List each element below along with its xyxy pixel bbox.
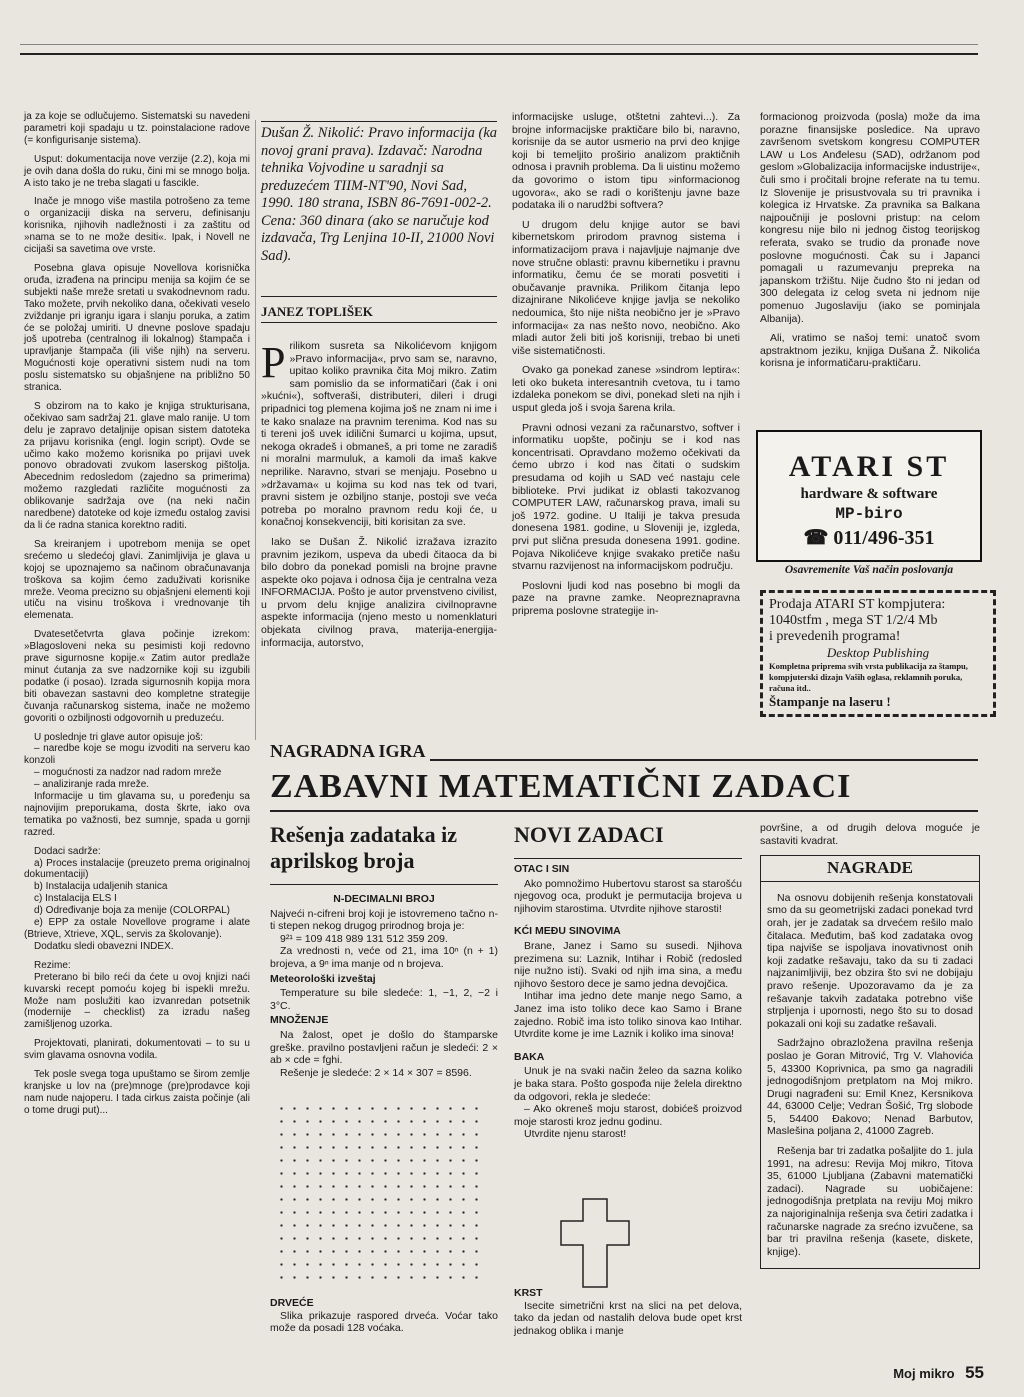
list-item: – mogućnosti za nadzor nad radom mreže — [34, 767, 222, 779]
ad-phone-number: 011/496-351 — [833, 527, 935, 549]
ad-line: Štampanje na laseru ! — [769, 694, 891, 709]
paragraph: Poslovni ljudi kod nas posebno bi mogli da paze na pravne zamke. Neopreznapravna priprema poslovne strategije in- — [512, 579, 740, 617]
book-info: Dušan Ž. Nikolić: Pravo informacija (ka novoj grani prava). Izdavač: Narodna tehnika Vojvodine u saradnji sa preduzećem TIIM-NT'90, Novi Sad, 1990. 180 strana, ISBN 86-7691-002-2. Cena: 360 dinara (ako se naručuje kod izdavača, Trg Lenjina 10-II, 21000 Novi Sad). — [261, 125, 498, 264]
list-item: b) Instalacija udaljenih stanica — [34, 881, 168, 893]
ad-phone — [758, 525, 980, 550]
ad-line: Kompletna priprema svih vrsta publikacija za štampu, kompjuterski dizajn Vaših oglasa, reklamnih poruka, računa itd.. — [769, 661, 968, 693]
subheading: KRST — [514, 1287, 543, 1299]
section-title-rule — [270, 810, 978, 812]
paragraph: U poslednje tri glave autor opisuje još: — [34, 731, 203, 743]
byline: JANEZ TOPLIŠEK — [261, 304, 373, 319]
atari-ad — [756, 430, 982, 562]
paragraph: Na žalost, opet je došlo do štamparske greške. pravilno postavljeni račun je sledeći: 2 × ab × cde = fghi. — [270, 1028, 498, 1067]
column-divider — [255, 120, 256, 740]
solutions-column-bottom — [270, 1297, 498, 1335]
paragraph: Brane, Janez i Samo su susedi. Njihova prezimena su: Laznik, Intihar i Robič (redosled nije nužno isti). Svaki od njih ima sina, a među njihovo šestoro dece je samo jedna devojčica. — [514, 939, 742, 990]
subheading: MNOŽENJE — [270, 1014, 329, 1027]
paragraph: U drugom delu knjige autor se bavi kibernetskom prirodom pravnog sistema i informatizacijom prava i najavljuje najmanje dve nove stručne oblasti: pravnu kibernetiku i pravnu informatiku, čemu će se morati posvetiti i obučavanje pravnika. Prilikom čitanja lepo dizajnirane Nikolićeve knjige javlja se nekoliko nedoumica, što nije ništa neobično jer je »Pravo informacija« za nas nešto novo, neobično. Ako mladi autor želi biti još korisniji, trebao bi uneti više sistematičnosti. — [512, 218, 740, 357]
book-rule-top — [261, 121, 497, 122]
paragraph: formacionog proizvoda (posla) može da ima porazne finansijske posledice. Na upravo završenom svetskom kongresu COMPUTER LAW u Los Anđelesu (SAD), održanom pod geslom »Globalizacija informacijske industrije«, čuli smo i pročitali brojne referate na tu temu. Iz Slovenije je prisustvovala su tri pravnika i kolegica iz Hrvatske. Za pravnika sa Balkana najpoučniji je poslovni pristup: na celom kongresu nije bilo ni jednog čistog teorijskog referata, svako se trudio da pronađe nove poslovne mogućnosti. Čak su i Japanci pomagali u razumevanju prepreka na japanskom tržištu. Nije čudno što ni jedan od 300 delegata iz celog sveta ni jednom nije pomenuo Jugoslaviju (iako se pominjala Albanija). — [760, 111, 981, 325]
paragraph: Projektovati, planirati, dokumentovati – to su u svim glavama osnovna vodila. — [24, 1038, 250, 1062]
ad-line: Desktop Publishing — [826, 645, 930, 660]
subheading: KĆI MEĐU SINOVIMA — [514, 925, 621, 938]
section-label-rule — [430, 759, 978, 761]
cross-figure — [560, 1198, 630, 1288]
article-column-4 — [760, 111, 980, 377]
paragraph: Dvatesetčetvrta glava počinje izrekom: »Blagosloveni neka su pesimisti koji redovno prave sigurnosne kopije.« Zatim autor predlaže minut ćutanja za sve nadzornike koji su izgubili podatke (i posao). Izrada sigurnosnih kopija mora biti obavezan sastavni deo kompletne strategije čuvanja računarskog sistema, inače ne možemo govoriti o ozbiljnosti odgovornih u preduzeću. — [24, 629, 250, 724]
ad-line: 1040stfm , mega ST 1/2/4 Mb — [769, 613, 938, 628]
paragraph: Informacije u tim glavama su, u poređenju sa najnovijim preporukama, dosta škrte, iako ova tematika po važnosti, bez sumnje, spada u gornji razred. — [24, 791, 250, 838]
prizes-column — [760, 822, 980, 1269]
list-item: d) Određivanje boja za menije (COLORPAL) — [34, 905, 231, 917]
subheading: OTAC I SIN — [514, 863, 570, 875]
ad-line: Prodaja ATARI ST kompjutera: — [769, 597, 946, 612]
subheading: Meteorološki izveštaj — [270, 972, 376, 985]
paragraph: Iako se Dušan Ž. Nikolić izražava izrazito pravnim jezikom, uspeva da ubedi čitaoca da bi bilo dobro da ponekad pomisli na brojne pravne aspekte oko pojava i odnosa čija je centralna veza INFORMACIJA. Pošto je autor prvenstveno civilist, u prvom delu knjige analizira civilnopravne aspekte informacija (njeno mesto u nomenklaturi objekata civilnog prava, materija-energija-informacija, autorstvo, — [261, 535, 497, 649]
paragraph: Temperature su bile sledeće: 1, −1, 2, −2 i 3°C. — [270, 987, 498, 1012]
paragraph: Slika prikazuje raspored drveća. Voćar tako može da posadi 128 voćaka. — [270, 1309, 498, 1335]
paragraph: Pravni odnosi vezani za računarstvo, softver i informatiku uopšte, počinju se i kod nas koncentrisati. Opravdano možemo očekivati da ćemo ubrzo i kod nas čitati o sudskim presudama od kojih u SAD već nastaju cele biblioteke. Prvi judikat iz oblasti takozvanog COMPUTER LAW, računarskog prava, imali su još 1972. godine. U Italiji je takva presuda donesena 1981. godine, u Sloveniji je, izgleda, prvi put slična presuda donesena 1991. godine. Pojava Nikolićeve knjige svakako pretiče našu stvarnu razvijenost na informacijskom području. — [512, 421, 740, 573]
subheading: DRVEĆE — [270, 1297, 314, 1309]
paragraph: Preterano bi bilo reći da ćete u ovoj knjizi naći kuvarski recept pomoću kojeg bi ispekli mrežu. Može nam poslužiti kao izvanredan potsetnik (modernije – checklist) za izradu našeg zamišljenog uzorka. — [24, 971, 250, 1031]
paragraph: Ali, vratimo se našoj temi: unatoč svom apstraktnom jeziku, knjiga Dušana Ž. Nikolića korisna je informatičaru-praktičaru. — [760, 332, 980, 370]
paragraph: ja za koje se odlučujemo. Sistematski su navedeni parametri koji spadaju u tz. poinstalacione radove (= konfigurisanje sistema). — [24, 111, 250, 146]
paragraph: Posebna glava opisuje Novellova korisnička oruđa, izrađena na principu menija sa kojim će se subjekti naše mreže sretati u svakodnevnom radu. Tako možete, prvih nekoliko dana, očekivati veselo zviždanje pri igranju igara i slanju poruka, a zatim će se položaj umiriti. U dnevne poslove spadaju još upotreba (centralnog ili lokalnog) štampača i upravljanje štampača (ili više njih) na serveru. Mogućnosti koje operativni sistem nudi na tom poslu sistematsko su objašnjene na približno 50 stranica. — [24, 262, 250, 394]
paragraph: Dodaci sadrže: — [34, 845, 101, 857]
paragraph: S obzirom na to kako je knjiga strukturisana, očekivao sam sadržaj 21. glave malo ranije. U tom delu je zapravo detaljnije opisan sistem datoteka za prijavu korisnika (engl. login script). Ovde se učimo kako možemo korisnika po prijavi uvek ponovo obradovati zvukom laserskog pištolja. Abecednim redosledom (zajedno sa primerima) možemo razgledati različite mogućnosti za oblikovanje sadržaja ove (na neki način naredbene) datoteke od koje između ostalog zavisi da li će radna stanica korektno raditi. — [24, 400, 250, 531]
solutions-column — [270, 822, 498, 1079]
ad-subtitle: hardware & software — [800, 486, 938, 502]
paragraph: Na osnovu dobijenih rešenja konstatovali smo da su geometrijski zadaci ponekad tvrd orah, jer je zadatak sa drvećem rešilo malo čitalaca. Međutim, baš kod zadataka ovog tipa najviše se ispoljava inovativnost onih koji zadatke rešavaju, tako da su ti zadaci najzanimljiviji, bez obzira što svi ne dobijaju pravo rešenje. Upozoravamo da je za rešavanje takvih zadataka potrebno više strpljenja i upornosti, nego što su to dosad pokazali oni koji su zadatke rešavali. — [767, 891, 973, 1030]
top-rule — [20, 53, 978, 55]
list-item: e) EPP za ostale Novellove programe i alate (Btrieve, Xtrieve, XQL, servis za školovanje). — [24, 917, 250, 940]
footer — [893, 1363, 984, 1383]
ad-company: MP-biro — [835, 505, 903, 523]
new-tasks-column — [514, 822, 742, 1141]
list-item: a) Proces instalacije (preuzeto prema originalnoj dokumentaciji) — [24, 857, 250, 881]
paragraph: Sa kreiranjem i upotrebom menija se opet srećemo u sledećoj glavi. Zanimljivija je glava u kojoj se upoznajemo sa načinom obračunavanja troškova sa kojim ćemo zaduživati korisnike mreže. Veoma precizno su objašnjeni elementi koji utiču na visinu troškova i vrednovanje tih elemenata. — [24, 538, 250, 622]
list-item: – naredbe koje se mogu izvoditi na serveru kao konzoli — [24, 743, 250, 767]
desktop-publishing-ad — [760, 590, 996, 717]
subheading: N-DECIMALNI BROJ — [333, 893, 435, 905]
section-label: NAGRADNA IGRA — [270, 741, 426, 761]
paragraph: Rezime: — [34, 959, 71, 971]
article-column-3 — [512, 111, 740, 625]
paragraph: Ako pomnožimo Hubertovu starost sa starošću njegovog oca, produkt je permutacija brojeva u njihovim starostima. Utvrdite njihove starosti! — [514, 877, 742, 915]
paragraph: Tek posle svega toga upuštamo se širom zemlje kranjske u lov na (pre)mnoge (pre)prodavce koji nam nude najoperu. I tada cirkus zaista počinje (ali o tome drugi put)... — [24, 1069, 250, 1116]
drop-cap: P — [261, 338, 286, 387]
tree-dot-grid — [275, 1102, 483, 1288]
paragraph: Usput: dokumentacija nove verzije (2.2), koja mi je ovih dana došla do ruku, čini mi se mnogo bolja. A isto tako je ne treba slagati u fascikle. — [24, 153, 250, 189]
paragraph: Za vrednosti n, veće od 21, ima 10ⁿ (n + 1) brojeva, a 9ⁿ ima manje od n brojeva. — [270, 945, 498, 970]
paragraph: Utvrdite njenu starost! — [524, 1128, 627, 1141]
paragraph: Rešenje je sledeće: 2 × 14 × 307 = 8596. — [280, 1066, 472, 1079]
phone-icon: ☎ — [803, 527, 834, 549]
paragraph: Rešenja bar tri zadatka pošaljite do 1. jula 1991, na adresu: Revija Moj mikro, Titova 35, 61000 Ljubljana (Zabavni matematički zadaci). Nagrade su uobičajene: jednogodišnja pretplata na reviju Moj mikro za najoriginalnija rešenja sva četiri zadatka i računarske nagrade za srećno izvučene, sa bar tri pravilna rešenja (kasete, diskete, knjige). — [767, 1145, 973, 1258]
paragraph: Isecite simetrični krst na slici na pet delova, tako da jedan od nastalih delova bude opet krst jednakog oblika i manje — [514, 1299, 742, 1337]
byline-rule — [261, 322, 497, 323]
paragraph: informacijske usluge, otštetni zahtevi...). Za brojne informacijske praktičare bilo bi, naravno, korisnije da se autor usmerio na prvi deo knjige koji bi temeljito proširio analizom praktičnih odnosa i pravnih problema. Da li uistinu možemo da govorimo o istom tipu »informacionog ugovora«, ako se radi o korištenju javne baze podataka ili o narudžbi softvera? — [512, 111, 740, 212]
paragraph: Unuk je na svaki način želeo da sazna koliko je baka stara. Pošto gospođa nije želela direktno da odgovori, rekla je sledeće: — [514, 1065, 742, 1103]
paragraph: Inače je mnogo više mastila potrošeno za teme o organizaciji diska na serveru, definisanju korisnika, njihovih nadležnosti i za zaštitu od »nama se to ne može desiti«. Ipak, i Novell ne cicijaši sa savetima ove vrste. — [24, 196, 250, 256]
ad-tagline: Osavremenite Vaš način poslovanja — [784, 564, 954, 576]
ad-line: i prevedenih programa! — [769, 629, 901, 644]
list-item: c) Instalacija ELS I — [34, 893, 117, 905]
book-rule-bottom — [261, 296, 497, 297]
paragraph: Intihar ima jedno dete manje nego Samo, a Janez ima isto toliko dece kao Samo i Brane zajedno. Robič ima isto toliko sinova kao Intihar. Utvrdite kome je ime Laznik i koliko ima sinova! — [514, 990, 742, 1041]
article-column-2 — [261, 340, 497, 656]
prizes-heading: NAGRADE — [761, 862, 979, 882]
page-number: 55 — [965, 1363, 984, 1382]
solutions-rule — [270, 884, 498, 885]
paragraph: Dodatku sledi obavezni INDEX. — [34, 940, 174, 952]
prizes-box — [760, 855, 980, 1269]
list-item: – analiziranje rada mreže. — [34, 779, 150, 791]
section-title: ZABAVNI MATEMATIČNI ZADACI — [270, 768, 852, 805]
paragraph: – Ako okreneš moju starost, dobićeš proizvod moje starosti kroz jednu godinu. — [514, 1103, 742, 1128]
paragraph: Ovako ga ponekad zanese »sindrom leptira«: leti oko buketa interesantnih cvetova, tu i tamo izdaleka ponekom se divi, ponekad sleti na njih i usput gleda još i svoja šarena krila. — [512, 364, 740, 415]
paragraph: Najveći n-cifreni broj koji je istovremeno tačno n-ti stepen nekog drugog prirodnog broja je: — [270, 907, 498, 933]
solutions-heading: Rešenja zadataka iz aprilskog broja — [270, 822, 457, 873]
paragraph: 9²¹ = 109 418 989 131 512 359 209. — [280, 932, 448, 945]
paragraph: rilikom susreta sa Nikolićevom knjigom »Pravo informacija«, prvo sam se, naravno, upitao koliko pravnika čita Moj mikro. Zatim sam pomislio da se informatičari (čak i oni »kućni«), softveraši, distributeri, dileri i drugi pripadnici tog plemena kojima još ne znam ni ime i te kako snalaze na pravnim terenima. Kod nas su ti tereni još uvek idilični šumarci u kojima, upsut, nekoga okradeš i obmaneš, a pri tome ne zaradiš ni moralni marmuluk, a kamoli da imaš kakve neprilike. Naravno, stvari se menjaju. Posebno u »državama« u kojima su kod nas tek od tvari, pravni sistem je ozbiljno stanje, postoji sve veća potreba po moralno pravnom redu koji će, u konačnoj konsekvenciji, biti korisitan za sve. — [261, 340, 497, 529]
paragraph: Sadržajno obrazložena pravilna rešenja poslao je Goran Mitrović, Trg V. Vlahovića 5, 43300 Koprivnica, pa smo ga nagradili jednogodišnjom pretplatom na Moj mikro. Drugi nagrađeni su: Emil Knez, Kersnikova 44, 63000 Celje; Vedran Šošić, Trg slobode 5, 54400 Đakovo; Nenad Barbutov, Maslešina poljana 2, 41000 Zagreb. — [767, 1037, 973, 1138]
new-tasks-column-bottom — [514, 1287, 742, 1337]
subheading: BAKA — [514, 1050, 545, 1063]
ad-title: ATARI ST — [788, 450, 950, 483]
magazine-name: Moj mikro — [893, 1366, 955, 1381]
new-tasks-heading: NOVI ZADACI — [514, 822, 742, 859]
paragraph: površine, a od drugih delova moguće je sastaviti kvadrat. — [760, 822, 980, 847]
article-column-1 — [24, 111, 250, 1124]
top-rule-thin — [20, 44, 978, 45]
